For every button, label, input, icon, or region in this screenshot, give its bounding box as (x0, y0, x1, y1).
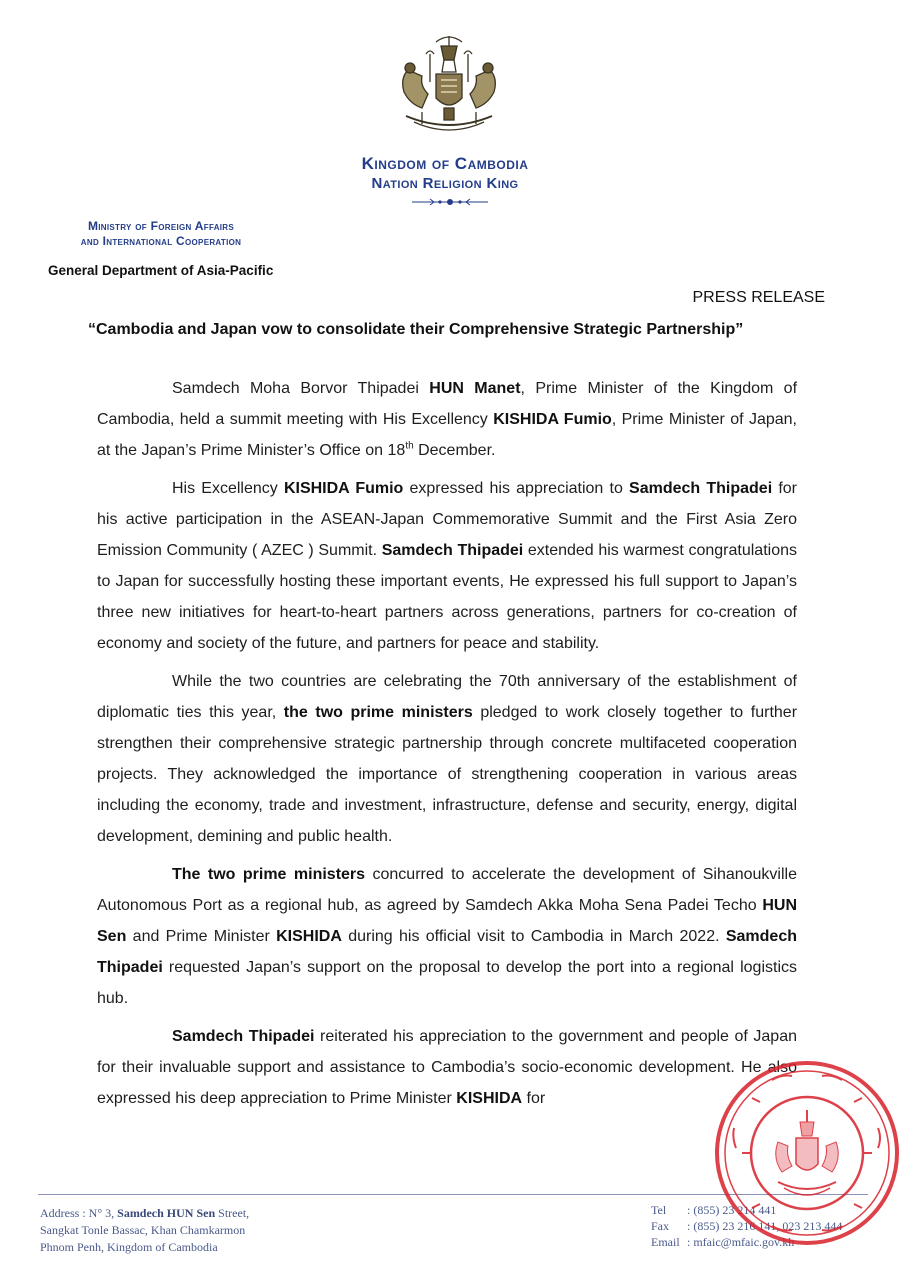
tel-value: : (855) 23 214 441 (687, 1203, 777, 1217)
royal-emblem-icon (386, 32, 512, 144)
email-value: : mfaic@mfaic.gov.kh (687, 1235, 795, 1249)
paragraph-4 (97, 859, 797, 1014)
email-label: Email (651, 1235, 680, 1249)
fax-label: Fax (651, 1219, 669, 1233)
press-release-headline: “Cambodia and Japan vow to consolidate their Comprehensive Strategic Partnership” (88, 321, 744, 338)
text-run: and Prime Minister (126, 928, 277, 945)
text-run: Address : N° 3, (40, 1206, 118, 1220)
ministry-line-1: Ministry of Foreign Affairs (87, 219, 235, 233)
text-run: extended his warmest congratulations to Japan for successfully hosting these important events, He expressed his full support to Japan’s three new initiatives for heart-to-heart partners across generations, partners for co-creation of economy and society of the future, and partners for peace and stability. (97, 542, 797, 652)
bold-name: HUN Manet (429, 380, 521, 397)
text-run: expressed his appreciation to (403, 480, 630, 497)
bold-name: the two prime ministers (283, 704, 473, 721)
paragraph-3 (97, 666, 797, 852)
text-run: for (522, 1090, 546, 1107)
bold-name: KISHIDA (456, 1090, 523, 1107)
address-line-2: Sangkat Tonle Bassac, Khan Chamkarmon (40, 1223, 246, 1237)
ministry-line-2: and International Cooperation (80, 234, 242, 248)
bold-name: KISHIDA Fumio (493, 411, 612, 428)
text-run: His Excellency (172, 480, 284, 497)
kingdom-header (250, 154, 640, 192)
text-run: requested Japan’s support on the proposal to develop the port into a regional logistics hub. (97, 959, 797, 1007)
bold-name: KISHIDA (276, 928, 342, 945)
text-run: , Prime Minister of the Kingdom of Cambodia, held a summit meeting with His Excellency (97, 380, 798, 428)
paragraph-1 (97, 373, 797, 466)
text-run: during his official visit to Cambodia in March 2022. (341, 928, 726, 945)
street-name: Samdech HUN Sen (117, 1206, 216, 1220)
text-run: concurred to accelerate the development of Sihanoukville Autonomous Port as a regional hub, as agreed by Samdech Akka Moha Sena Padei Techo (97, 866, 797, 914)
text-run: reiterated his appreciation to the government and people of Japan for their invaluable support and assistance to Cambodia’s socio-economic development. He also expressed his deep appreciation to Prime Minister (97, 1028, 797, 1107)
text-run: pledged to work closely together to further strengthen their comprehensive strategic partnership through concrete multifaceted cooperation projects. They acknowledged the importance of strengthening cooperation in various areas including the economy, trade and investment, infrastructure, defense and security, energy, digital development, demining and public health. (97, 704, 798, 845)
bold-name: HUN Sen (97, 897, 797, 945)
fax-value: : (855) 23 216 141, 023 213 444 (687, 1219, 843, 1233)
text-run: Street, (215, 1206, 250, 1220)
press-release-body (97, 373, 797, 1121)
divider-ornament-icon (410, 197, 490, 207)
bold-name: Samdech Thipadei (172, 1028, 315, 1045)
bold-name: Samdech Thipadei (381, 542, 524, 559)
ministry-seal-icon (712, 1058, 902, 1248)
tel-label: Tel (651, 1203, 667, 1217)
text-run: Samdech Moha Borvor Thipadei (172, 380, 430, 397)
document-type: PRESS RELEASE (692, 289, 825, 306)
text-run: December. (413, 442, 496, 459)
address-line-1 (40, 1205, 249, 1222)
paragraph-2 (97, 473, 797, 659)
bold-name: Samdech Thipadei (629, 480, 773, 497)
bold-name: The two prime ministers (172, 866, 366, 883)
bold-name: Samdech Thipadei (97, 928, 797, 976)
text-run: While the two countries are celebrating the 70th anniversary of the establishment of diplomatic ties this year, (97, 673, 797, 721)
ministry-name (38, 219, 284, 249)
bold-name: KISHIDA Fumio (283, 480, 404, 497)
text-run: , Prime Minister of Japan, at the Japan’s Prime Minister’s Office on 18 (97, 411, 797, 459)
ordinal-suffix: th (405, 440, 414, 452)
paragraph-5 (97, 1021, 797, 1114)
text-run: for his active participation in the ASEAN-Japan Commemorative Summit and the First Asia Zero Emission Community ( AZEC ) Summit. (97, 480, 797, 559)
kingdom-title: Kingdom of Cambodia (361, 154, 529, 173)
footer-address (40, 1205, 249, 1256)
address-line-3: Phnom Penh, Kingdom of Cambodia (40, 1240, 218, 1254)
kingdom-motto: Nation Religion King (371, 175, 519, 192)
department-name: General Department of Asia-Pacific (48, 263, 274, 278)
